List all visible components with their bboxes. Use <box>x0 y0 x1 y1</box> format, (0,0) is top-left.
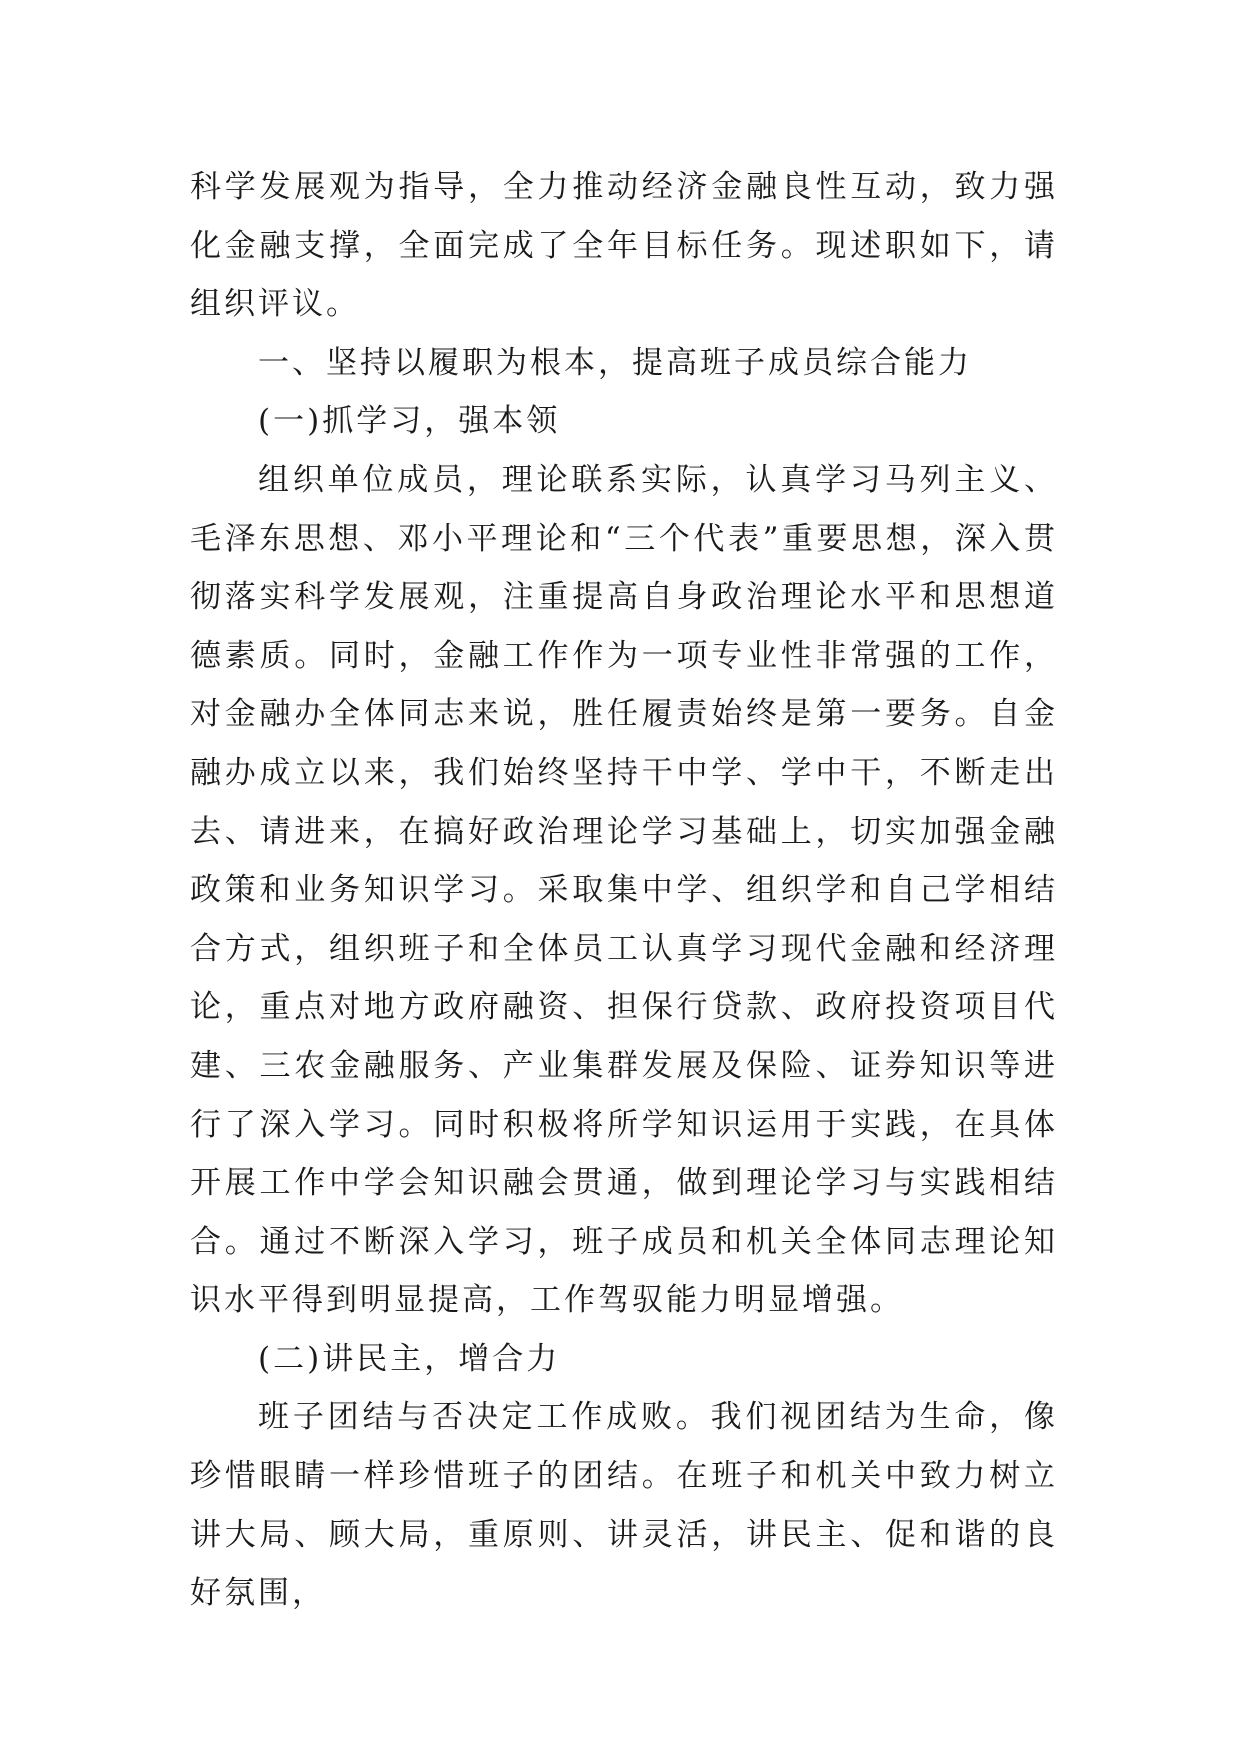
section-heading-1: 一、坚持以履职为根本，提高班子成员综合能力 <box>258 344 972 381</box>
document-body <box>190 158 1058 1623</box>
paragraph-intro-continuation: 科学发展观为指导，全力推动经济金融良性互动，致力强化金融支撑，全面完成了全年目标任务。现述职如下，请组织评议。 <box>190 169 1058 323</box>
subsection-heading-2: (二)讲民主，增合力 <box>258 1340 561 1377</box>
paragraph-unity: 班子团结与否决定工作成败。我们视团结为生命，像珍惜眼睛一样珍惜班子的团结。在班子和机关中致力树立讲大局、顾大局，重原则、讲灵活，讲民主、促和谐的良好氛围， <box>190 1399 1058 1612</box>
subsection-heading-1: (一)抓学习，强本领 <box>258 403 561 440</box>
paragraph-study: 组织单位成员，理论联系实际，认真学习马列主义、毛泽东思想、邓小平理论和“三个代表”重要思想，深入贯彻落实科学发展观，注重提高自身政治理论水平和思想道德素质。同时，金融工作作为一项专业性非常强的工作，对金融办全体同志来说，胜任履责始终是第一要务。自金融办成立以来，我们始终坚持干中学、学中干，不断走出去、请进来，在搞好政治理论学习基础上，切实加强金融政策和业务知识学习。采取集中学、组织学和自己学相结合方式，组织班子和全体员工认真学习现代金融和经济理论，重点对地方政府融资、担保行贷款、政府投资项目代建、三农金融服务、产业集群发展及保险、证券知识等进行了深入学习。同时积极将所学知识运用于实践，在具体开展工作中学会知识融会贯通，做到理论学习与实践相结合。通过不断深入学习，班子成员和机关全体同志理论知识水平得到明显提高，工作驾驭能力明显增强。 <box>190 461 1058 1319</box>
